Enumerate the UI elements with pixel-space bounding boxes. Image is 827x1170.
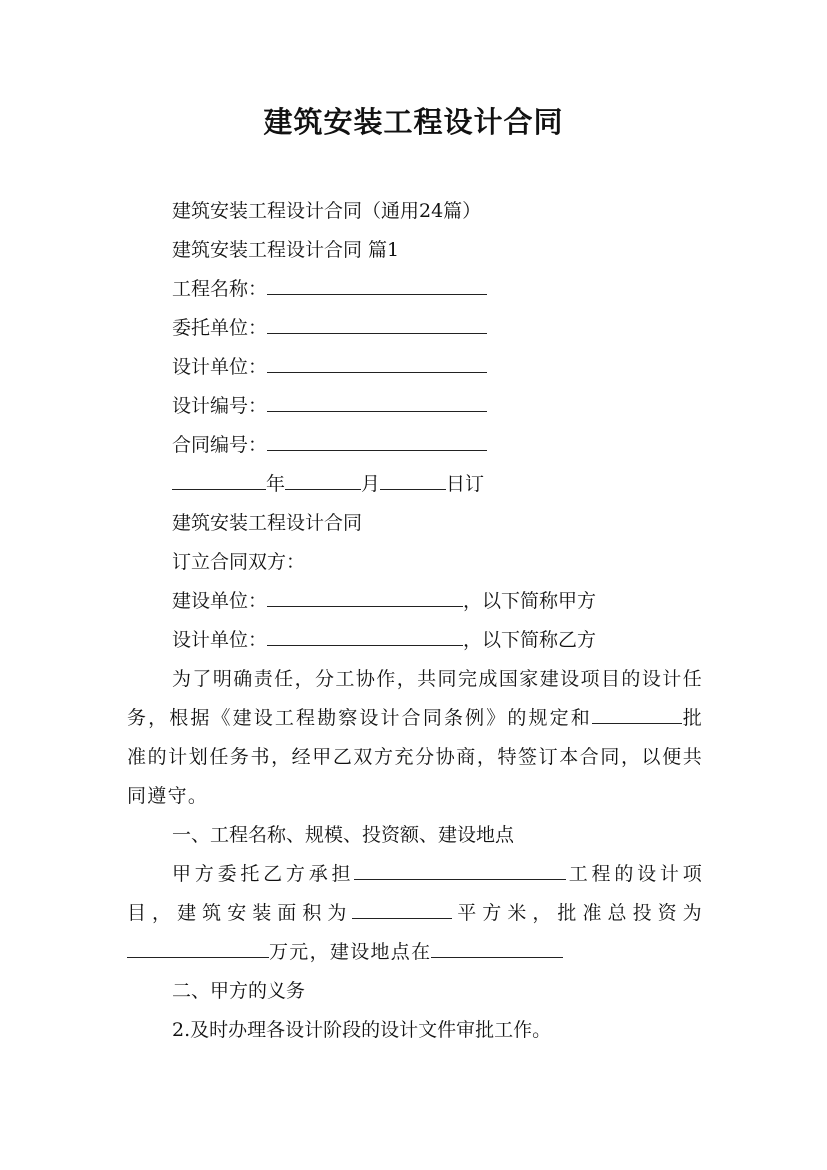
blank-line [172,470,266,490]
blank-line [380,470,446,490]
parties-heading: 订立合同双方： [172,551,306,573]
field-label: 设计单位： [172,356,268,378]
field-label: 委托单位： [172,317,268,339]
field-contract-number [127,426,703,465]
field-design-number [127,387,703,426]
blank-line [267,431,487,451]
blank-line [267,314,487,334]
blank-line [267,275,487,295]
party-b-line [127,621,703,660]
intro-text-2: 批准的计划任务书，经甲乙双方充分协商，特签订本合同，以便共同遵守。 [127,707,703,807]
document-body [127,192,703,1050]
party-b-label: 设计单位： [172,629,268,651]
date-line [127,465,703,504]
clause-1-text-2: 工程的设计项目，建筑安装面积为 [127,863,703,924]
blank-line [285,470,361,490]
party-a-line [127,582,703,621]
clause-1-heading: 一、工程名称、规模、投资额、建设地点 [172,824,515,846]
clause-1-text-1: 甲方委托乙方承担 [172,863,355,885]
clause-2-heading: 二、甲方的义务 [172,980,306,1002]
field-label: 工程名称： [172,278,268,300]
blank-line [352,899,452,919]
party-a-suffix: ，以下简称甲方 [463,590,597,612]
date-day: 日订 [446,473,485,495]
intro-paragraph [127,660,703,816]
date-month: 月 [361,473,381,495]
field-client-unit [127,309,703,348]
blank-line [354,860,566,880]
date-year: 年 [266,473,286,495]
field-label: 合同编号： [172,434,268,456]
contract-name: 建筑安装工程设计合同 [172,512,363,534]
blank-line [267,392,487,412]
blank-line [127,938,269,958]
blank-line [431,938,563,958]
clause-1-paragraph [127,855,703,972]
clause-1-text-4: 万元，建设地点在 [269,941,432,963]
document-subtitle: 建筑安装工程设计合同（通用24篇） [172,200,482,222]
field-label: 设计编号： [172,395,268,417]
party-a-label: 建设单位： [172,590,268,612]
clause-2-item-2: 2.及时办理各设计阶段的设计文件审批工作。 [172,1019,552,1041]
blank-line [267,353,487,373]
blank-line [267,587,463,607]
clause-1-text-3: 平方米，批准总投资为 [452,902,703,924]
section-heading: 建筑安装工程设计合同 篇1 [172,239,400,261]
document-title: 建筑安装工程设计合同 [263,105,564,139]
field-design-unit [127,348,703,387]
party-b-suffix: ，以下简称乙方 [463,629,597,651]
intro-text-1: 为了明确责任，分工协作，共同完成国家建设项目的设计任务，根据《建设工程勘察设计合同条例》的规定和 [127,668,703,729]
field-project-name [127,270,703,309]
blank-line [592,704,682,724]
blank-line [267,626,463,646]
